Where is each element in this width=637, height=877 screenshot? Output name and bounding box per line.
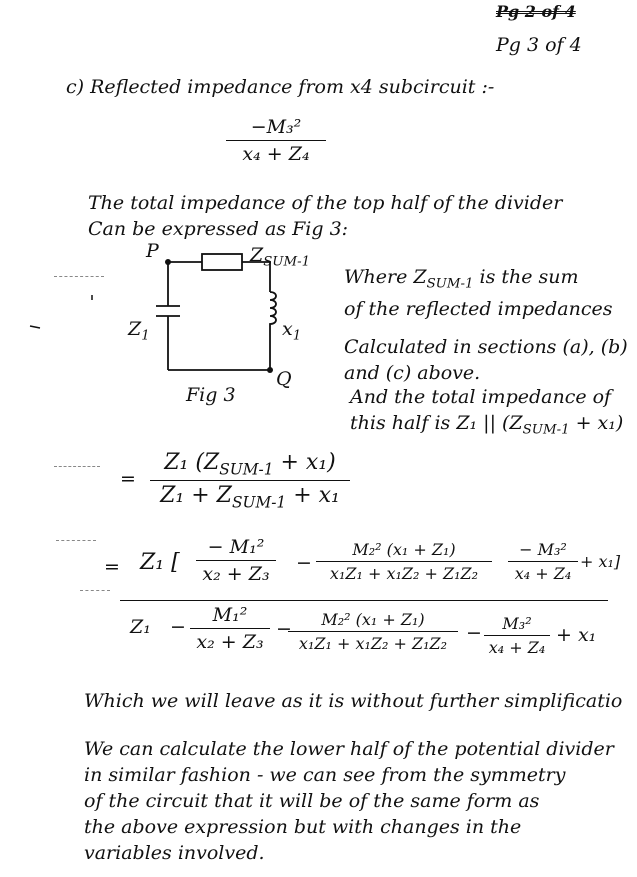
figure-caption: Fig 3 [186,384,236,406]
closing-line-3: in similar fashion - we can see from the symmetry [84,764,566,786]
margin-dash [80,590,110,591]
margin-dash [56,540,96,541]
equation-2-lead: Z₁ [ [140,550,180,575]
closing-line-4: of the circuit that it will be of the same form as [84,790,540,812]
resistor-label: $Z_{SUM-1}$ [250,244,311,270]
equation-2-main-bar [120,600,608,601]
resistor-z-sum [202,254,242,270]
equation-2-term-2: M₂² (x₁ + Z₁) x₁Z₁ + x₁Z₂ + Z₁Z₂ [316,540,492,583]
equation-2-term-1: − M₁² x₂ + Z₃ [196,536,276,585]
description-line-1: Where $Z_{SUM-1}$ is the sum [344,266,579,292]
equation-2-minus: − [296,552,312,574]
equation-1-equals: = [120,468,136,490]
description-line-4: and (c) above. [344,362,481,384]
equation-1-bar [150,480,350,481]
equation-2-tail: + x₁] [580,552,621,571]
node-p-label: P [146,240,159,262]
equation-2-denominator-term-3: M₃² x₄ + Z₄ [484,614,550,657]
equation-1-numerator: Z₁ $(Z_{SUM-1} + x_1)$ [164,450,336,479]
description-line-5: And the total impedance of [350,386,612,408]
equation-2-denominator-term-1: M₁² x₂ + Z₃ [190,604,270,653]
inductor-x1 [168,292,276,370]
equation-2-denominator-term-2: M₂² (x₁ + Z₁) x₁Z₁ + x₁Z₂ + Z₁Z₂ [288,610,458,653]
inductor-label: $x_1$ [282,318,302,344]
struck-page-label: Pg 2 of 4 [496,2,576,21]
page-label: Pg 3 of 4 [496,34,582,56]
closing-line-1: Which we will leave as it is without further simplificatio [84,690,623,712]
closing-line-6: variables involved. [84,842,265,864]
equation-2-denominator-minus-1: − [170,616,186,638]
node-q-label: Q [276,368,292,390]
node-p-dot [165,259,171,265]
node-q-dot [267,367,273,373]
equation-2-denominator-tail: + x₁ [556,624,597,646]
equation-2-denominator-lead: Z₁ [130,616,151,638]
closing-line-5: the above expression but with changes in the [84,816,522,838]
section-c-heading: c) Reflected impedance from x4 subcircuit :- [66,76,495,98]
equation-1-denominator: $Z_1 + Z_{SUM-1} + x_1$ [160,483,340,512]
description-line-6: this half is Z₁ || $(Z_{SUM-1} + x_1)$ [350,412,624,438]
closing-line-2: We can calculate the lower half of the potential divider [84,738,614,760]
equation-2-equals: = [104,556,120,578]
description-line-3: Calculated in sections (a), (b) [344,336,628,358]
capacitor-label: $Z_1$ [128,318,150,344]
equation-2-denominator-minus-3: − [466,622,482,644]
margin-dash [54,276,104,277]
intro-line-2: Can be expressed as Fig 3: [88,218,349,240]
equation-2-denominator-minus-2: − [276,618,292,640]
margin-dash [54,466,100,467]
intro-line-1: The total impedance of the top half of the divider [88,192,563,214]
equation-1-fraction [150,450,350,512]
equation-2-term-3: − M₃² x₄ + Z₄ [508,540,578,583]
fraction-denominator: x₄ + Z₄ [242,143,310,165]
fraction-numerator: −M₃² [250,116,302,138]
description-line-2: of the reflected impedances [344,298,613,320]
